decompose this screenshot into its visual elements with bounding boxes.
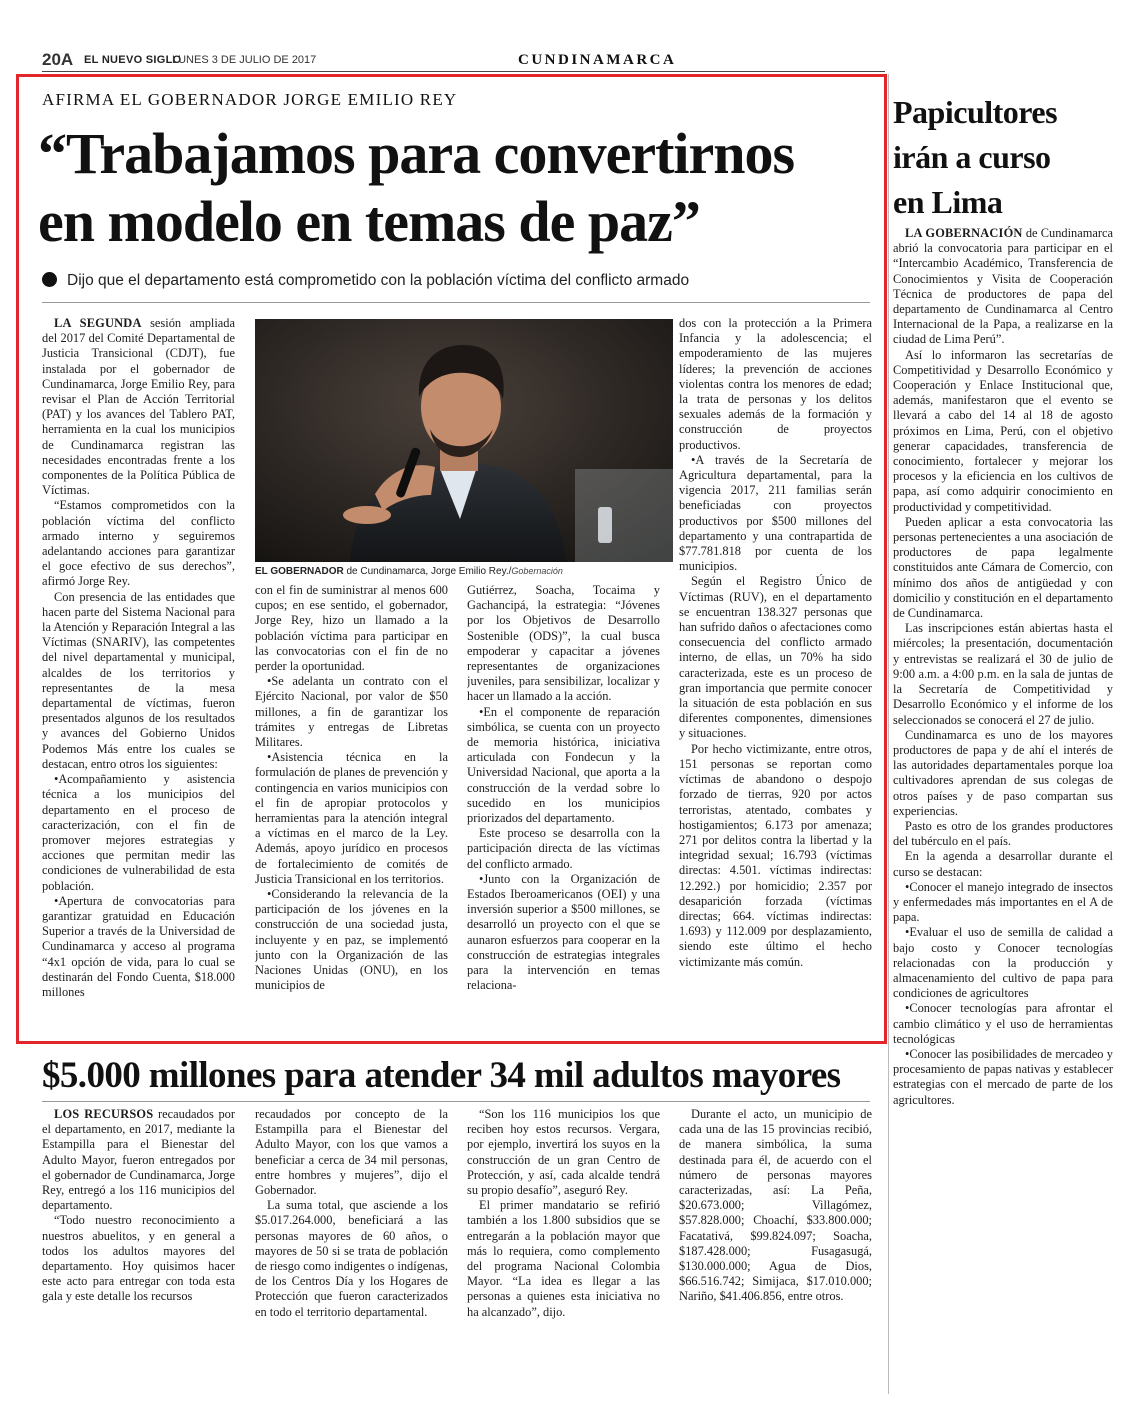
- newspaper-name: EL NUEVO SIGLO: [84, 54, 182, 66]
- paragraph: Así lo informaron las secretarías de Competitividad y Desarrollo Económico y Cooperación y Enlace Institucional que, además, manifestaron que el evento se llevará a cabo del 14 al 18 de agosto próximos en Lima, Perú, con el objetivo generar capacidades, transferencia de conocimiento, fortalecer y mejorar los procesos y la eficiencia en los cultivos de papa, así como adquirir conocimiento en productividad y competitividad.: [893, 347, 1113, 514]
- paragraph: con el fin de suministrar al menos 600 cupos; en ese sentido, el gobernador, Jorge Rey, hizo un llamado a la población víctima para participar en las convocatorias con el fin de no perder la oportunidad.: [255, 583, 448, 674]
- paragraph: Durante el acto, un municipio de cada una de las 15 provincias recibió, de manera simbólica, la suma destinada para él, de acuerdo con el número de personas mayores caracterizadas, así: La Peña, $20.673.000; Villagómez, $57.828.000; Choachí, $33.800.000; Facatativá, $99.824.097; Soacha, $187.428.000; Fusagasugá, $130.000.000; Agua de Dios, $66.516.742; Simijaca, $17.010.000; Nariño, $41.406.856, entre otros.: [679, 1107, 872, 1304]
- second-article-column-2: [255, 1107, 448, 1397]
- paragraph: Por hecho victimizante, entre otros, 151 personas se reportan como víctimas de abandono o despojo forzado de tierras, 920 por actos terroristas, atentado, combates y hostigamientos; 6.173 por amenaza; 271 por delitos contra la libertad y la integridad sexual; 16.793 (víctimas directas: 4.501. víctimas indirectas: 12.292.) por homicidio; 2.357 por desaparición forzada (víctimas directas; 664. víctimas indirectas: 1.693) y 112.009 por desplazamiento, siendo este último el hecho victimizante más común.: [679, 741, 872, 969]
- paragraph: •Junto con la Organización de Estados Iberoamericanos (OEI) y una inversión superior a $500 millones, se desarrolló un proyecto con el que se aunaron esfuerzos para cooperar en la construcción de estrategias integrales para la intervención en temas relaciona-: [467, 871, 660, 993]
- article-kicker: AFIRMA EL GOBERNADOR JORGE EMILIO REY: [42, 90, 458, 109]
- paragraph: •Conocer las posibilidades de mercadeo y procesamiento de papas nativas y establecer estrategias con el mercado de parte de los agricultores.: [893, 1046, 1113, 1107]
- second-headline-rule: [42, 1101, 870, 1102]
- paragraph: •Acompañamiento y asistencia técnica a los municipios del departamento en el proceso de caracterización, con el fin de promover mejores estrategias y acciones que permitan medir las condiciones de vulnerabilidad de esta población.: [42, 772, 235, 893]
- paragraph: •En el componente de reparación simbólica, se cuenta con un proyecto de memoria histórica, iniciativa articulada con Fondecun y la Universidad Nacional, que aporta a la construcción de la verdad sobre lo sucedido en los municipios priorizados del departamento.: [467, 704, 660, 826]
- paragraph: “Son los 116 municipios los que reciben hoy estos recursos. Vergara, por ejemplo, invertirá los suyos en la construcción de un gran Centro de Protección, y así, cada alcalde tendrá su propio desafío”, aseguró Rey.: [467, 1107, 660, 1198]
- paragraph: El primer mandatario se refirió también a los 1.800 subsidios que se entregarán a la población mayor que más lo requiera, como complemento del programa Nacional Colombia Mayor. “La idea es llegar a las personas a quienes esta iniciativa no ha alcanzado”, dijo.: [467, 1198, 660, 1319]
- column-divider: [888, 74, 889, 1394]
- paragraph: •Asistencia técnica en la formulación de planes de prevención y contingencia en varios municipios con el fin de apropiar protocolos y herramientas para la atención integral a víctimas en el marco de la Ley. Además, apoyo jurídico en procesos de fortalecimiento de comités de Justicia Transicional en los territorios.: [255, 750, 448, 886]
- paragraph: •A través de la Secretaría de Agricultura departamental, para la vigencia 2017, 211 familias serán beneficiadas con proyectos productivos por $500 millones del departamento y una contrapartida de $77.781.818 por cuenta de los municipios.: [679, 452, 872, 574]
- caption-lead: EL GOBERNADOR: [255, 566, 344, 577]
- paragraph: “Todo nuestro reconocimiento a nuestros abuelitos, y en general a todos los adultos mayores del departamento. Hoy quisimos hacer este acto para entregar con toda esta gala y este detalle los recursos: [42, 1213, 235, 1304]
- paragraph: •Conocer el manejo integrado de insectos y enfermedades más importantes en el A de papa.: [893, 879, 1113, 925]
- caption-credit: Gobernación: [511, 566, 563, 576]
- caption-text: de Cundinamarca, Jorge Emilio Rey./: [346, 566, 512, 577]
- subhead-text: Dijo que el departamento está comprometido con la población víctima del conflicto armado: [67, 272, 690, 289]
- page-header: [42, 50, 884, 72]
- paragraph: recaudados por el departamento, en 2017, mediante la Estampilla para el Bienestar del Adulto Mayor, fueron entregados por el gobernador de Cundinamarca, Jorge Rey, entregó a los 116 municipios del departamento.: [42, 1107, 235, 1213]
- paragraph: Este proceso se desarrolla con la participación directa de las víctimas del conflicto armado.: [467, 826, 660, 871]
- bullet-icon: [42, 272, 57, 287]
- paragraph: recaudados por concepto de la Estampilla para el Bienestar del Adulto Mayor, con los que vamos a beneficiar a cerca de 34 mil personas, entre hombres y mujeres”, dijo el Gobernador.: [255, 1107, 448, 1198]
- paragraph: •Apertura de convocatorias para garantizar gratuidad en Educación Superior a través de la Universidad de Cundinamarca y acceso al programa “4x1 opción de vida, para lo cual se destinarán del Fondo Cuenta, $18.000 millones: [42, 893, 235, 999]
- paragraph: Las inscripciones están abiertas hasta el miércoles; la presentación, documentación y entrevistas se realizará el 30 de julio de 9:00 a.m. a 4:00 p.m. en la sala de juntas de la Secretaría de Competitividad y Desarrollo Económico y el informe de los seleccionados se conocerá el 27 de julio.: [893, 621, 1113, 727]
- paragraph: •Considerando la relevancia de la participación de los jóvenes en la construcción de una sociedad justa, incluyente y en paz, se implementó junto con la Organización de las Naciones Unidas (ONU), en los municipios de: [255, 887, 448, 993]
- paragraph: Cundinamarca es uno de los mayores productores de papa y de ahí el interés de las autoridades departamentales porque loa cultivadores aprendan de sus colegas de otros países y de paso compartan sus experiencias.: [893, 727, 1113, 818]
- governor-photo: [255, 319, 673, 562]
- issue-date: LUNES 3 DE JULIO DE 2017: [172, 54, 317, 66]
- article-column-2: [255, 583, 448, 1032]
- second-article-column-4: [679, 1107, 872, 1397]
- lead-word: LA GOBERNACIÓN: [905, 226, 1023, 240]
- headline-line-2: en modelo en temas de paz”: [38, 189, 700, 254]
- paragraph: En la agenda a desarrollar durante el curso se destacan:: [893, 849, 1113, 879]
- second-article-column-3: [467, 1107, 660, 1397]
- photo-caption: [255, 566, 675, 577]
- page-number: 20A: [42, 50, 74, 69]
- header-rule: [42, 71, 885, 72]
- paragraph: La suma total, que asciende a los $5.017.264.000, beneficiará a las personas mayores de 60 años, o mayores de 50 si se trata de población de riesgo como indigentes o indígenas, de los Centros Día y los Hogares de Protección que fueron caracterizados en todo el territorio departamental.: [255, 1198, 448, 1319]
- second-article-column-1: [42, 1107, 235, 1397]
- governor-photo-image: [255, 319, 673, 562]
- paragraph: •Conocer tecnologías para afrontar el cambio climático y el uso de herramientas tecnológicas: [893, 1001, 1113, 1046]
- lead-word: LOS RECURSOS: [54, 1107, 154, 1121]
- section-name: CUNDINAMARCA: [518, 52, 677, 68]
- article-subhead: [42, 272, 882, 290]
- article-column-4: [679, 316, 872, 1032]
- sidebar-headline-line-3: en Lima: [893, 184, 1003, 220]
- sidebar-headline-line-1: Papicultores: [893, 94, 1058, 130]
- sidebar-column: [893, 226, 1113, 1398]
- paragraph: “Estamos comprometidos con la población víctima del conflicto armado interno y seguiremos adelantando acciones para garantizar el goce efectivo de sus derechos”, afirmó Jorge Rey.: [42, 498, 235, 589]
- lead-word: LA SEGUNDA: [54, 316, 142, 330]
- subhead-rule: [42, 302, 870, 303]
- paragraph: •Se adelanta un contrato con el Ejército Nacional, por valor de $50 millones, a fin de garantizar los trámites y entregas de Libretas Militares.: [255, 674, 448, 750]
- sidebar-headline-line-2: irán a curso: [893, 139, 1051, 175]
- article-column-1: [42, 316, 235, 1032]
- article-column-3: [467, 583, 660, 1032]
- paragraph: •Evaluar el uso de semilla de calidad a bajo costo y Conocer tecnologías relacionadas con la producción y almacenamiento del cultivo de papa para condiciones de agricultores: [893, 925, 1113, 1001]
- paragraph: Pueden aplicar a esta convocatoria las personas pertenecientes a una asociación de productores de papa legalmente constituidos ante Cámara de Comercio, con mínimo dos años de antigüedad y con domicilio y constitución en el departamento de Cundinamarca.: [893, 514, 1113, 621]
- paragraph: dos con la protección a la Primera Infancia y la adolescencia; el empoderamiento de las mujeres líderes; la prevención de acciones violentas contra los menores de edad; la trata de personas y los delitos sexuales además de la formación y construcción de proyectos productivos.: [679, 316, 872, 452]
- paragraph: Según el Registro Único de Víctimas (RUV), en el departamento se encuentran 138.327 personas que han sufrido daños o afectaciones como consecuencia del conflicto armado interno, de ellas, un 70% ha sido caracterizada, este es un proceso de gran importancia que permite conocer la situación de esta población en sus diferentes componentes, dimensiones y situaciones.: [679, 574, 872, 741]
- paragraph: Con presencia de las entidades que hacen parte del Sistema Nacional para la Atención y Reparación Integral a las Víctimas (SNARIV), las competentes del nivel departamental y municipal, alcaldes de los territorios y representantes de la mesa departamental de víctimas, fueron presentados algunos de los resultados y avances del Gobierno Unidos Podemos Más entre los cuales se destacan, entro otros los siguientes:: [42, 589, 235, 771]
- paragraph: Pasto es otro de los grandes productores del tubérculo en el país.: [893, 818, 1113, 849]
- paragraph: sesión ampliada del 2017 del Comité Departamental de Justicia Transicional (CDJT), fue instalada por el gobernador de Cundinamarca, Jorge Emilio Rey, para revisar el Plan de Acción Territorial (PAT) y los avances del Tablero PAT, herramienta en la cual los municipios de Cundinamarca registran las necesidades encontradas frente a los componentes de la Política Pública de Víctimas.: [42, 316, 235, 498]
- second-article-headline: $5.000 millones para atender 34 mil adultos mayores: [42, 1055, 841, 1096]
- paragraph: Gutiérrez, Soacha, Tocaima y Gachancipá, la estrategia: “Jóvenes por los Objetivos de Desarrollo Sostenible (ODS)”, la cual busca empoderar y capacitar a jóvenes representantes de organizaciones juveniles, para sensibilizar, localizar y hacer un llamado a la acción.: [467, 583, 660, 704]
- sidebar-headline: [893, 90, 1115, 225]
- headline-line-1: “Trabajamos para convertirnos: [38, 121, 795, 186]
- paragraph: de Cundinamarca abrió la convocatoria para participar en el “Intercambio Académico, Transferencia de Conocimientos y Visita de Cooperación Técnica de productores de papa del departamento de Cundinamarca al Centro Internacional de la Papa, a realizarse en la ciudad de Lima Perú”.: [893, 226, 1113, 347]
- article-headline: [38, 120, 878, 256]
